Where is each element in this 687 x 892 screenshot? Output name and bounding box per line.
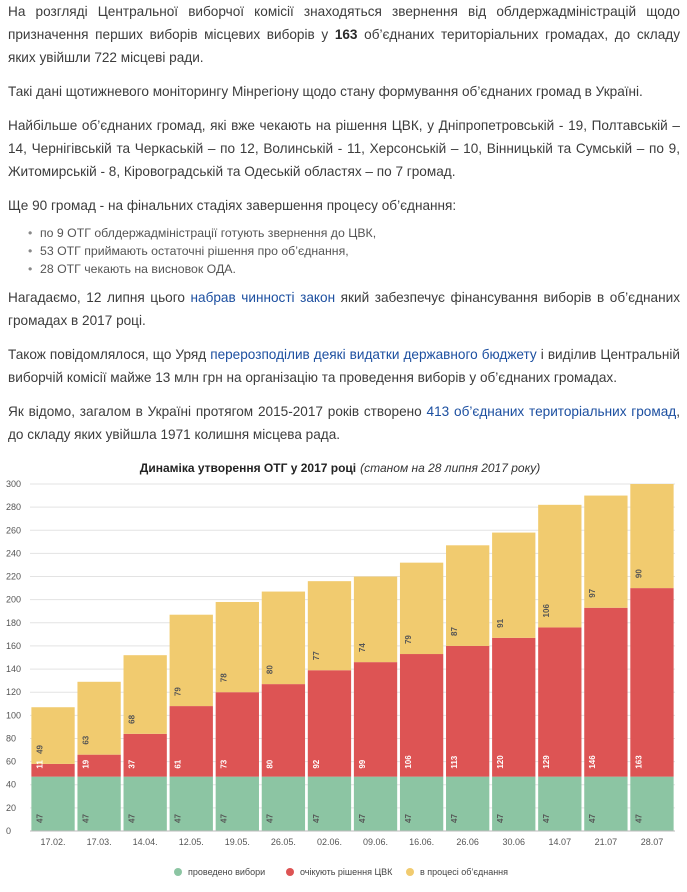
x-tick-label: 30.06 — [502, 837, 526, 847]
data-label: 49 — [35, 745, 45, 754]
paragraph-1: На розгляді Центральної виборчої комісії знаходяться звернення від облдержадміністрацій щодо призначення перших виборів місцевих виборів у 163 об’єднаних територіальних громадах, до складу яких увійшли 722 місцеві ради. — [8, 4, 680, 65]
y-tick-label: 240 — [6, 548, 22, 559]
y-tick-label: 180 — [6, 617, 22, 628]
data-label: 146 — [588, 755, 598, 769]
data-label: 106 — [542, 604, 552, 618]
bars-layer — [31, 484, 673, 831]
paragraph-2: Такі дані щотижневого моніторингу Мінрегіону щодо стану формування об’єднаних громад в Україні. — [8, 84, 643, 99]
y-tick-label: 40 — [6, 779, 17, 790]
data-label: 47 — [35, 814, 45, 823]
data-label: 74 — [357, 643, 367, 653]
y-tick-label: 60 — [6, 756, 17, 767]
y-tick-label: 120 — [6, 687, 22, 698]
x-tick-label: 26.05. — [270, 837, 296, 847]
x-tick-label: 17.03. — [86, 837, 112, 847]
legend-label: проведено вибори — [188, 867, 266, 877]
bullet-list — [28, 224, 680, 278]
x-tick-label: 28.07 — [640, 837, 664, 847]
data-label: 90 — [634, 569, 644, 579]
data-label: 129 — [542, 755, 552, 769]
paragraph-6: Також повідомлялося, що Уряд перерозподілив деякі видатки державного бюджету і виділив Центральній виборчій комісії майже 13 млн грн на організацію та проведення виборів у об’єднаних громадах. — [8, 347, 680, 385]
chart-title: Динаміка утворення ОТГ у 2017 році (станом на 28 липня 2017 року) — [139, 461, 541, 475]
data-label: 47 — [450, 814, 460, 823]
x-tick-label: 02.06. — [316, 837, 342, 847]
data-label: 11 — [35, 760, 45, 769]
x-tick-label: 12.05. — [178, 837, 204, 847]
x-tick-label: 14.07 — [548, 837, 572, 847]
x-tick-label: 09.06. — [363, 837, 389, 847]
data-label: 47 — [357, 814, 367, 823]
bar-segment — [124, 734, 167, 777]
y-tick-label: 80 — [6, 733, 17, 744]
y-tick-label: 140 — [6, 664, 22, 675]
data-label: 47 — [173, 814, 183, 823]
y-tick-label: 220 — [6, 571, 22, 582]
communities-link[interactable]: 413 об’єднаних територіальних громад — [426, 404, 677, 419]
data-label: 73 — [219, 759, 229, 769]
data-label: 79 — [173, 687, 183, 697]
legend-label: в процесі об’єднання — [420, 867, 509, 877]
highlight-number: 163 — [334, 27, 358, 42]
data-label: 47 — [542, 814, 552, 823]
y-tick-label: 280 — [6, 502, 22, 513]
data-label: 120 — [496, 755, 506, 769]
paragraph-5: Нагадаємо, 12 липня цього набрав чинності закон який забезпечує фінансування виборів в об’єднаних громадах в 2017 році. — [8, 290, 680, 328]
y-tick-label: 0 — [6, 826, 12, 836]
data-label: 80 — [265, 665, 275, 675]
y-tick-label: 200 — [6, 594, 22, 605]
data-label: 80 — [265, 759, 275, 769]
bar-segment — [538, 627, 581, 776]
data-label: 163 — [634, 755, 644, 769]
data-label: 68 — [127, 714, 137, 724]
data-label: 61 — [173, 759, 183, 769]
list-item: • 28 ОТГ чекають на висновок ОДА. — [28, 260, 680, 278]
list-item: • по 9 ОТГ облдержадміністрації готують звернення до ЦВК, — [28, 224, 680, 242]
x-tick-label: 21.07 — [594, 837, 618, 847]
y-tick-label: 260 — [6, 525, 22, 536]
y-tick-label: 100 — [6, 710, 22, 721]
data-label: 97 — [588, 588, 598, 598]
paragraph-7: Як відомо, загалом в Україні протягом 2015-2017 років створено 413 об’єднаних територіальних громад, до складу яких увійшла 1971 колишня місцева рада. — [8, 404, 680, 442]
data-label: 113 — [450, 755, 460, 769]
legend-swatch — [406, 868, 414, 876]
data-label: 77 — [311, 651, 321, 661]
data-label: 47 — [265, 814, 275, 823]
y-tick-label: 300 — [6, 479, 22, 489]
legend-label: очікують рішення ЦВК — [300, 867, 393, 877]
data-label: 47 — [496, 814, 506, 823]
legend — [174, 867, 508, 877]
bar-segment — [630, 588, 673, 777]
data-label: 47 — [403, 814, 413, 823]
data-label: 92 — [311, 759, 321, 769]
legend-swatch — [174, 868, 182, 876]
budget-link[interactable]: перерозподілив деякі видатки державного бюджету — [210, 347, 537, 362]
data-label: 106 — [403, 755, 413, 769]
chart-svg — [0, 452, 687, 892]
bar-segment — [31, 707, 74, 764]
paragraph-4: Ще 90 громад - на фінальних стадіях завершення процесу об’єднання: — [8, 198, 457, 213]
data-label: 78 — [219, 673, 229, 683]
y-tick-label: 20 — [6, 802, 17, 813]
data-label: 19 — [81, 759, 91, 769]
x-tick-label: 16.06. — [409, 837, 435, 847]
data-label: 79 — [403, 635, 413, 645]
legend-swatch — [286, 868, 294, 876]
bar-segment — [354, 662, 397, 777]
x-tick-label: 17.02. — [40, 837, 66, 847]
bar-segment — [584, 608, 627, 777]
data-label: 47 — [81, 814, 91, 823]
x-tick-label: 26.06 — [456, 837, 479, 847]
article-body — [8, 0, 680, 457]
data-label: 47 — [219, 814, 229, 823]
y-tick-label: 160 — [6, 640, 22, 651]
data-label: 37 — [127, 759, 137, 769]
data-label: 91 — [496, 618, 506, 628]
data-label: 99 — [357, 759, 367, 769]
data-label: 47 — [311, 814, 321, 823]
data-label: 47 — [127, 814, 137, 823]
data-label: 47 — [634, 814, 644, 823]
law-link[interactable]: набрав чинності закон — [190, 290, 336, 305]
x-tick-label: 19.05. — [224, 837, 250, 847]
data-label: 47 — [588, 814, 598, 823]
otg-chart — [0, 452, 687, 892]
paragraph-3: Найбільше об’єднаних громад, які вже чекають на рішення ЦВК, у Дніпропетровській - 19, Полтавській – 14, Чернігівській та Черкаській – по 12, Волинській - 11, Херсонській – 10, Вінницькій та Сумській – по 9, Житомирській - 8, Кіровоградській та Одеській областях – по 7 громад. — [8, 118, 680, 179]
list-item: • 53 ОТГ приймають остаточні рішення про об’єднання, — [28, 242, 680, 260]
data-label: 63 — [81, 735, 91, 745]
chart-subtitle: (станом на 28 липня 2017 року) — [360, 461, 541, 475]
data-label: 87 — [450, 627, 460, 636]
x-tick-label: 14.04. — [132, 837, 158, 847]
